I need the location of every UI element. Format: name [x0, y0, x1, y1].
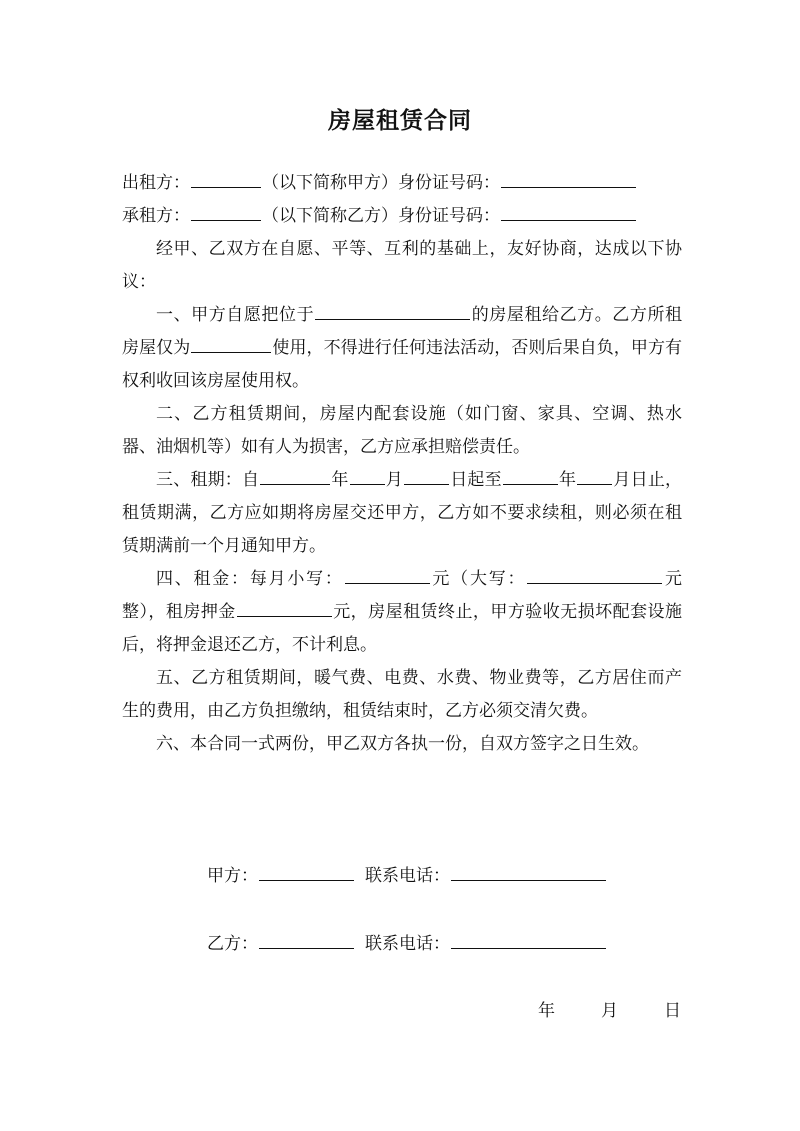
clause-6: 六、本合同一式两份，甲乙双方各执一份，自双方签字之日生效。 — [156, 734, 649, 754]
start-year-label: 年 — [331, 470, 349, 490]
lessee-line — [122, 200, 682, 233]
lessor-label: 出租方： — [122, 173, 190, 193]
party-a-signature-blank[interactable] — [259, 860, 354, 881]
lessee-label: 承租方： — [122, 206, 190, 226]
start-month-blank[interactable] — [350, 464, 385, 485]
party-b-label: 乙方： — [207, 934, 258, 954]
document-title: 房屋租赁合同 — [328, 107, 472, 134]
clause-1-text-b: 的房屋租给乙方。乙方所租房屋仅为 — [122, 305, 683, 358]
start-day-label: 日起至 — [450, 470, 502, 490]
lessor-name-blank[interactable] — [191, 167, 261, 188]
clause-4 — [122, 563, 682, 662]
lessee-id-blank[interactable] — [501, 200, 636, 221]
clause-4-text-a: 四、租金：每月小写： — [156, 569, 344, 589]
end-year-blank[interactable] — [503, 464, 558, 485]
intro-paragraph: 经甲、乙双方在自愿、平等、互利的基础上，友好协商，达成以下协议： — [122, 239, 682, 292]
party-a-signature-line — [207, 860, 607, 886]
lessor-note: （以下简称甲方）身份证号码： — [262, 173, 500, 193]
party-b-signature-line — [207, 928, 607, 954]
end-month-label: 月 — [613, 470, 631, 490]
contract-body — [122, 167, 682, 761]
monthly-rent-figure-blank[interactable] — [345, 563, 430, 584]
clause-4-text-b: 元（大写： — [430, 569, 527, 589]
lessor-line — [122, 167, 682, 200]
clause-2: 二、乙方租赁期间，房屋内配套设施（如门窗、家具、空调、热水器、油烟机等）如有人为损害，乙方应承担赔偿责任。 — [122, 404, 682, 457]
party-a-label: 甲方： — [207, 866, 258, 886]
clause-5: 五、乙方租赁期间，暖气费、电费、水费、物业费等，乙方居住而产生的费用，由乙方负担缴纳，租赁结束时，乙方必须交清欠费。 — [122, 668, 682, 721]
date-year-label: 年 — [538, 1001, 555, 1021]
date-day-label: 日 — [664, 1001, 681, 1021]
clause-3 — [122, 464, 682, 563]
start-year-blank[interactable] — [260, 464, 330, 485]
clause-1-text-c: 使用，不得进行任何违法活动，否则后果自负，甲方有权利收回该房屋使用权。 — [122, 338, 683, 391]
deposit-blank[interactable] — [237, 596, 332, 617]
clause-1 — [122, 299, 682, 398]
signing-date — [538, 996, 681, 1021]
lessor-id-blank[interactable] — [501, 167, 636, 188]
party-b-phone-label: 联系电话： — [365, 934, 450, 954]
lessee-name-blank[interactable] — [191, 200, 261, 221]
party-b-signature-blank[interactable] — [259, 928, 354, 949]
clause-4-text-c: 元整），租房押金 — [122, 569, 683, 622]
start-month-label: 月 — [385, 470, 404, 490]
lessee-note: （以下简称乙方）身份证号码： — [262, 206, 500, 226]
party-a-phone-label: 联系电话： — [365, 866, 450, 886]
end-month-blank[interactable] — [577, 464, 612, 485]
end-year-label: 年 — [558, 470, 577, 490]
clause-1-text-a: 一、甲方自愿把位于 — [156, 305, 315, 325]
usage-purpose-blank[interactable] — [191, 332, 271, 353]
start-day-blank[interactable] — [404, 464, 449, 485]
party-b-phone-blank[interactable] — [451, 928, 606, 949]
property-location-blank[interactable] — [315, 299, 470, 320]
date-month-label: 月 — [601, 1001, 618, 1021]
clause-3-text-rest: 日止，租赁期满，乙方应如期将房屋交还甲方，乙方如不要求续租，则必须在租赁期满前一个月通知甲方。 — [122, 470, 683, 556]
monthly-rent-words-blank[interactable] — [527, 563, 662, 584]
party-a-phone-blank[interactable] — [451, 860, 606, 881]
clause-4-text-d: 元，房屋租赁终止，甲方验收无损坏配套设施后，将押金退还乙方，不计利息。 — [122, 602, 683, 655]
clause-3-text-a: 三、租期：自 — [156, 470, 260, 490]
